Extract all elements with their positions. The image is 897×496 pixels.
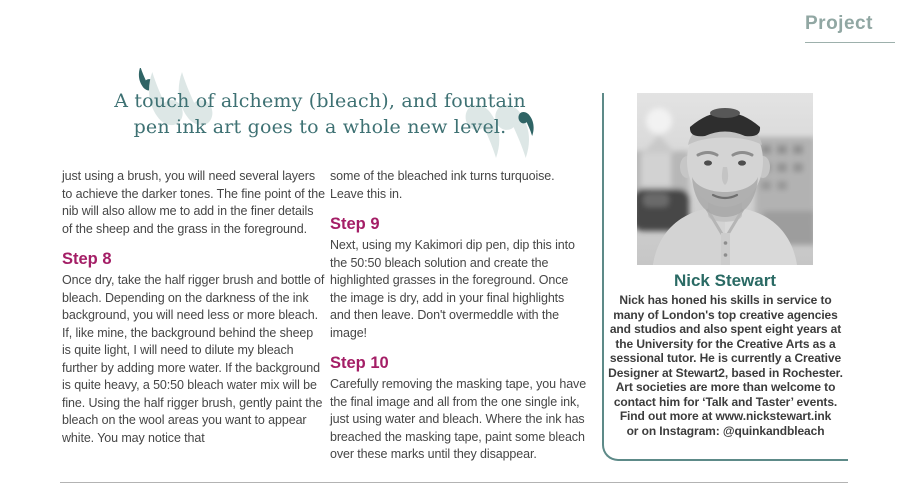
pull-quote (60, 88, 580, 140)
body-paragraph: just using a brush, you will need several layers to achieve the darker tones. The fine point of the nib will also allow me to add in the finer details of the sheep and the grass in the foreground. (62, 169, 325, 236)
author-photo (637, 93, 813, 265)
body-paragraph: some of the bleached ink turns turquoise. Leave this in. (330, 169, 555, 201)
author-name: Nick Stewart (673, 271, 777, 290)
author-bio-text: Nick has honed his skills in service to many of London's top creative agencies and studios and also spent eight years at the University for the Creative Arts as a sessional tutor. He is currently a Creative Designer at Stewart2, based in Rochester. Art societies are more than welcome to contact him for ‘Talk and Taster’ events. (608, 293, 843, 409)
author-bio (604, 293, 847, 438)
section-label: Project (805, 13, 895, 43)
author-contact-instagram: or on Instagram: @quinkandbleach (626, 423, 825, 438)
body-paragraph: Once dry, take the half rigger brush and bottle of bleach. Depending on the darkness of the ink background, you will need less or more bleach. If, like mine, the background behind the sheep is quite light, I will need to dilute my bleach further by adding more water. If the background is quite heavy, a 50:50 bleach water mix will be fine. Using the half rigger brush, gently paint the bleach on the wool areas you want to appear white. You may notice that (62, 273, 325, 445)
step-8-heading: Step 8 (62, 250, 112, 268)
article-column-1 (62, 168, 325, 447)
article-column-2 (330, 168, 588, 464)
pull-quote-line-1: A touch of alchemy (bleach), and fountain (114, 90, 526, 112)
step-9-heading: Step 9 (330, 215, 380, 233)
step-10-heading: Step 10 (330, 354, 389, 372)
body-paragraph: Carefully removing the masking tape, you have the final image and all from the one single ink, just using water and bleach. Where the ink has breached the masking tape, paint some bleach over these marks until they disappear. (330, 377, 587, 461)
body-paragraph: Next, using my Kakimori dip pen, dip this into the 50:50 bleach solution and create the highlighted grasses in the foreground. Once the image is dry, add in your final highlights and then leave. Don't overmeddle with the image! (330, 238, 575, 340)
page-bottom-divider (60, 482, 848, 483)
pull-quote-line-2: pen ink art goes to a whole new level. (133, 116, 507, 138)
author-contact-website: Find out more at www.nickstewart.ink (619, 409, 832, 423)
